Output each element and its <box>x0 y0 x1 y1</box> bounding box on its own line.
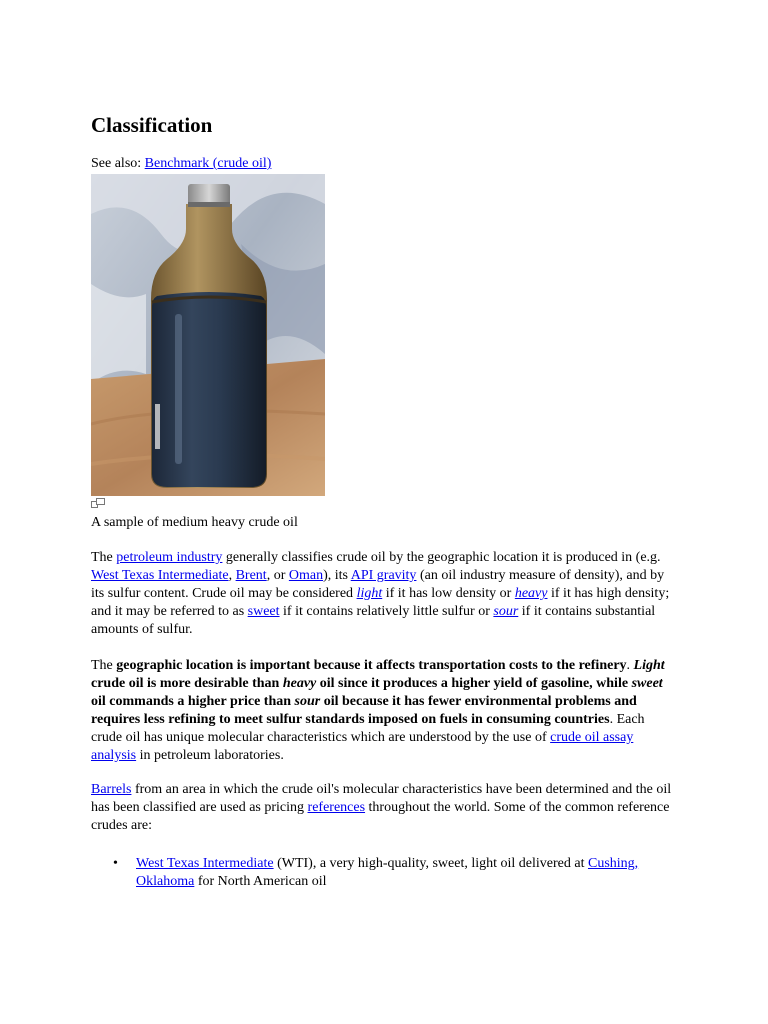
petroleum-industry-link[interactable]: petroleum industry <box>116 550 223 565</box>
api-gravity-link[interactable]: API gravity <box>350 568 417 583</box>
wti-link[interactable]: West Texas Intermediate <box>136 856 274 871</box>
see-also-label: See also: <box>91 156 145 171</box>
crude-oil-bottle-photo[interactable] <box>91 174 325 496</box>
see-also-note <box>91 155 271 173</box>
section-heading: Classification <box>91 113 213 137</box>
reference-crudes-list <box>91 855 679 891</box>
heavy-link[interactable]: heavy <box>514 586 548 601</box>
oman-link[interactable]: Oman <box>288 568 324 583</box>
paragraph-reference-crudes: Barrels from an area in which the crude oil's molecular characteristics have been determined and the oil has been classified are used as pricing references throughout the world. Some of the common reference crudes are: <box>91 782 672 833</box>
crude-oil-assay-analysis-link[interactable]: crude oil assay analysis <box>91 730 634 763</box>
light-link[interactable]: light <box>356 586 383 601</box>
benchmark-crude-oil-link[interactable]: Benchmark (crude oil) <box>144 156 272 171</box>
sour-link[interactable]: sour <box>493 604 519 619</box>
barrels-link[interactable]: Barrels <box>91 782 132 797</box>
paragraph-classification: The petroleum industry generally classifies crude oil by the geographic location it is produced in (e.g. West Texas Intermediate, Brent, or Oman), its API gravity (an oil industry measure of density), and by its sulfur content. Crude oil may be considered light if it has low density or heavy if it has high density; and it may be referred to as sweet if it contains relatively little sulfur or sour if it contains substantial amounts of sulfur. <box>91 550 670 637</box>
list-item: • West Texas Intermediate (WTI), a very high-quality, sweet, light oil delivered at Cushing, Oklahoma for North American oil <box>113 856 639 889</box>
west-texas-intermediate-link[interactable]: West Texas Intermediate <box>91 568 229 583</box>
bullet-icon: • <box>113 856 118 871</box>
image-caption: A sample of medium heavy crude oil <box>91 515 298 530</box>
paragraph-location-importance: The geographic location is important because it affects transportation costs to the refinery. Light crude oil is more desirable than heavy oil since it produces a higher yield of gasoline, while sweet oil commands a higher price than sour oil because it has fewer environmental problems and requires less refining to meet sulfur standards imposed on fuels in consuming countries. Each crude oil has unique molecular characteristics which are understood by the use of crude oil assay analysis in petroleum laboratories. <box>91 658 665 763</box>
sweet-link[interactable]: sweet <box>247 604 280 619</box>
brent-link[interactable]: Brent <box>235 568 267 583</box>
enlarge-icon[interactable] <box>91 497 105 513</box>
cushing-oklahoma-link[interactable]: Cushing, Oklahoma <box>136 856 639 889</box>
references-link[interactable]: references <box>307 800 366 815</box>
